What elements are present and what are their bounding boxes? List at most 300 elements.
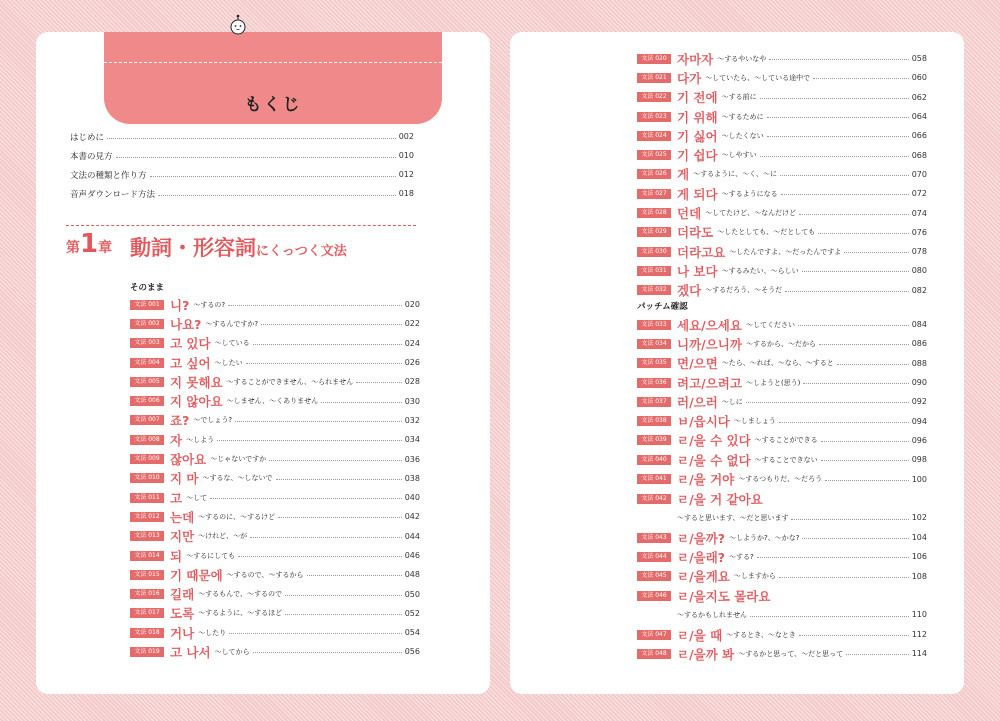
grammar-item[interactable] — [130, 469, 420, 488]
grammar-tag: 文法 028 — [637, 208, 671, 218]
korean-grammar: 도록 — [170, 606, 195, 622]
grammar-item[interactable] — [637, 644, 927, 663]
grammar-item[interactable] — [637, 165, 927, 184]
grammar-item-046[interactable] — [637, 586, 927, 625]
japanese-meaning: ～するのに、～するけど — [198, 512, 276, 521]
page-number: 086 — [911, 339, 927, 349]
grammar-item[interactable] — [130, 507, 420, 526]
page-number: 056 — [404, 647, 420, 657]
korean-grammar: 나 보다 — [677, 263, 718, 279]
japanese-meaning: ～して — [186, 493, 208, 502]
korean-grammar: 지만 — [170, 529, 195, 545]
grammar-item[interactable] — [130, 623, 420, 642]
japanese-meaning: ～しやすい — [721, 151, 757, 160]
dotted-leader — [802, 538, 908, 539]
grammar-item[interactable] — [637, 281, 927, 300]
grammar-tag: 文法 042 — [637, 494, 671, 504]
grammar-item[interactable] — [637, 625, 927, 644]
grammar-tag: 文法 012 — [130, 512, 164, 522]
grammar-tag: 文法 032 — [637, 285, 671, 295]
japanese-meaning: ～することできない — [754, 455, 818, 464]
korean-grammar: ㄹ/을 수 없다 — [677, 452, 751, 468]
page-number: 068 — [911, 150, 927, 160]
grammar-item[interactable] — [637, 261, 927, 280]
grammar-item[interactable] — [130, 488, 420, 507]
grammar-item[interactable] — [130, 353, 420, 372]
grammar-item-042[interactable] — [637, 489, 927, 528]
dotted-leader — [798, 325, 909, 326]
grammar-item[interactable] — [637, 567, 927, 586]
grammar-list-right-2 — [637, 315, 927, 489]
intro-row[interactable] — [70, 165, 414, 184]
intro-row[interactable] — [70, 146, 414, 165]
korean-grammar: ㄹ/을지도 몰라요 — [677, 588, 771, 604]
grammar-continuation — [637, 605, 927, 624]
chapter-number: 第1章 — [66, 229, 113, 259]
grammar-item[interactable] — [637, 223, 927, 242]
korean-grammar: ㄹ/을 거야 — [677, 472, 735, 488]
korean-grammar: 세요/으세요 — [677, 317, 742, 333]
grammar-tag: 文法 025 — [637, 150, 671, 160]
korean-grammar: 게 — [677, 167, 690, 183]
dotted-leader — [746, 402, 909, 403]
intro-row[interactable] — [70, 127, 414, 146]
grammar-list-right-3 — [637, 528, 927, 586]
korean-grammar: 겠다 — [677, 283, 702, 299]
grammar-tag: 文法 031 — [637, 266, 671, 276]
grammar-tag: 文法 040 — [637, 455, 671, 465]
korean-grammar: ㄹ/을까 봐 — [677, 646, 735, 662]
page-number: 104 — [911, 533, 927, 543]
grammar-tag: 文法 034 — [637, 339, 671, 349]
page-number: 046 — [404, 551, 420, 560]
grammar-row — [637, 489, 927, 508]
grammar-list-right-4 — [637, 625, 927, 664]
japanese-meaning: ～するようになる — [721, 189, 778, 198]
korean-grammar: 게 되다 — [677, 186, 718, 202]
korean-grammar: ㄹ/을까? — [677, 530, 726, 546]
page-number: 022 — [404, 319, 420, 329]
page-number: 078 — [911, 247, 927, 257]
page-number: 052 — [404, 608, 420, 618]
korean-grammar: 자 — [170, 432, 183, 448]
grammar-item[interactable] — [130, 372, 420, 391]
dotted-leader — [819, 344, 909, 345]
grammar-tag: 文法 023 — [637, 112, 671, 122]
japanese-meaning: ～するにしても — [186, 551, 236, 560]
grammar-tag: 文法 004 — [130, 358, 164, 368]
mascot-icon — [229, 14, 247, 34]
dotted-leader — [760, 156, 909, 157]
japanese-meaning: ～するように、～するほど — [198, 609, 283, 618]
page-number: 114 — [911, 649, 927, 659]
grammar-tag: 文法 037 — [637, 397, 671, 407]
grammar-item[interactable] — [130, 565, 420, 584]
grammar-item[interactable] — [637, 242, 927, 261]
grammar-tag: 文法 015 — [130, 570, 164, 580]
chapter-heading — [66, 225, 416, 259]
grammar-item[interactable] — [637, 373, 927, 392]
japanese-meaning: ～しようと(思う) — [745, 378, 801, 387]
grammar-tag: 文法 014 — [130, 551, 164, 561]
korean-grammar: ㄹ/을 때 — [677, 627, 723, 643]
dotted-leader — [846, 654, 909, 655]
grammar-item[interactable] — [130, 449, 420, 468]
grammar-tag: 文法 021 — [637, 73, 671, 83]
dotted-leader — [253, 652, 402, 653]
japanese-meaning: ～するために — [721, 112, 764, 121]
grammar-list-right-1 — [637, 49, 927, 300]
chapter-title: 動詞・形容詞にくっつく文法 — [130, 236, 347, 260]
intro-row[interactable] — [70, 184, 414, 203]
page-number: 108 — [911, 571, 927, 581]
grammar-continuation — [637, 508, 927, 527]
japanese-meaning: ～するつもりだ、～だろう — [738, 475, 823, 484]
grammar-item[interactable] — [130, 430, 420, 449]
grammar-item[interactable] — [130, 314, 420, 333]
grammar-tag: 文法 033 — [637, 320, 671, 330]
grammar-item[interactable] — [637, 145, 927, 164]
page-title: もくじ — [244, 95, 302, 115]
dotted-leader — [246, 363, 402, 364]
grammar-tag: 文法 005 — [130, 377, 164, 387]
dotted-leader — [228, 305, 402, 306]
grammar-tag: 文法 041 — [637, 474, 671, 484]
japanese-meaning: ～するんですか? — [205, 319, 259, 328]
korean-grammar: 더라도 — [677, 225, 714, 241]
grammar-item[interactable] — [637, 88, 927, 107]
korean-grammar: ㄹ/을 수 있다 — [677, 433, 751, 449]
dotted-leader — [767, 136, 909, 137]
japanese-meaning: ～することができる — [754, 436, 818, 445]
dotted-leader — [799, 214, 909, 215]
japanese-meaning: ～していたら、～している途中で — [705, 73, 811, 82]
grammar-item[interactable] — [130, 604, 420, 623]
japanese-meaning: ～したい — [214, 358, 243, 367]
dotted-leader — [269, 460, 401, 461]
japanese-meaning: ～する前に — [721, 93, 757, 102]
grammar-tag: 文法 013 — [130, 531, 164, 541]
page-number: 102 — [911, 513, 927, 523]
grammar-tag: 文法 038 — [637, 416, 671, 426]
japanese-meaning: ～したくない — [721, 131, 764, 140]
page-number: 030 — [404, 396, 420, 406]
japanese-meaning: ～けれど、～が — [198, 532, 248, 541]
page-number: 036 — [404, 454, 420, 464]
korean-grammar: 고 — [170, 490, 183, 506]
korean-grammar: 자마자 — [677, 51, 714, 67]
dotted-leader — [785, 291, 909, 292]
dotted-leader — [158, 195, 396, 196]
grammar-item[interactable] — [637, 68, 927, 87]
page-number: 070 — [911, 169, 927, 179]
title-tab — [104, 32, 442, 124]
grammar-item[interactable] — [637, 354, 927, 373]
page-number: 074 — [911, 208, 927, 218]
title-dash-line — [104, 62, 442, 63]
page-number: 106 — [911, 552, 927, 562]
page-number: 094 — [911, 416, 927, 426]
korean-grammar: 지 않아요 — [170, 394, 223, 410]
japanese-meaning: ～じゃないですか — [210, 455, 267, 464]
dotted-leader — [210, 498, 402, 499]
grammar-tag: 文法 045 — [637, 571, 671, 581]
dotted-leader — [750, 616, 909, 617]
page-number: 062 — [911, 92, 927, 102]
korean-grammar: 기 싫어 — [677, 128, 718, 144]
japanese-meaning: ～でしょう? — [193, 416, 233, 425]
grammar-tag: 文法 024 — [637, 131, 671, 141]
page-number: 048 — [404, 570, 420, 580]
page-number: 112 — [911, 630, 927, 640]
grammar-item[interactable] — [130, 527, 420, 546]
grammar-tag: 文法 046 — [637, 591, 671, 601]
japanese-meaning: ～しますから — [733, 572, 776, 581]
grammar-tag: 文法 017 — [130, 608, 164, 618]
japanese-meaning: ～するように、～く、～に — [693, 170, 777, 179]
korean-grammar: 더라고요 — [677, 244, 726, 260]
japanese-meaning: ～している — [214, 339, 250, 348]
page-number: 066 — [911, 131, 927, 141]
page-number: 044 — [404, 531, 420, 541]
dotted-leader — [837, 364, 909, 365]
korean-grammar: 거나 — [170, 625, 195, 641]
grammar-item[interactable] — [637, 126, 927, 145]
dotted-leader — [150, 176, 396, 177]
japanese-meaning: ～すると思います、～だと思います — [677, 513, 789, 522]
japanese-meaning: ～するから、～だから — [745, 339, 816, 348]
grammar-item[interactable] — [637, 315, 927, 334]
grammar-tag: 文法 022 — [637, 92, 671, 102]
korean-grammar: 다가 — [677, 70, 702, 86]
grammar-tag: 文法 019 — [130, 647, 164, 657]
korean-grammar: 기 위해 — [677, 109, 718, 125]
grammar-tag: 文法 002 — [130, 319, 164, 329]
page-number: 050 — [404, 589, 420, 599]
page-number: 040 — [404, 493, 420, 503]
japanese-meaning: ～するやいなや — [717, 54, 767, 63]
grammar-item[interactable] — [130, 584, 420, 603]
dotted-leader — [813, 78, 909, 79]
grammar-tag: 文法 044 — [637, 552, 671, 562]
grammar-tag: 文法 003 — [130, 338, 164, 348]
korean-grammar: 고 싶어 — [170, 355, 211, 371]
dotted-leader — [821, 460, 909, 461]
japanese-meaning: ～しません、～くありません — [226, 397, 319, 406]
grammar-list-left — [130, 295, 420, 662]
grammar-item[interactable] — [130, 642, 420, 661]
dotted-leader — [250, 537, 402, 538]
grammar-tag: 文法 027 — [637, 189, 671, 199]
page-number: 010 — [398, 151, 414, 160]
dotted-leader — [229, 633, 402, 634]
japanese-meaning: ～しようか?、～かな? — [729, 533, 800, 542]
japanese-meaning: ～するかと思って、～だと思って — [738, 649, 844, 658]
korean-grammar: 기 전에 — [677, 90, 718, 106]
grammar-item[interactable] — [637, 49, 927, 68]
japanese-meaning: ～することができません、～られません — [226, 377, 354, 386]
grammar-item[interactable] — [637, 469, 927, 488]
grammar-item[interactable] — [130, 411, 420, 430]
korean-grammar: ㅂ/읍시다 — [677, 414, 730, 430]
grammar-item[interactable] — [637, 184, 927, 203]
japanese-meaning: ～しに — [721, 397, 743, 406]
grammar-tag: 文法 036 — [637, 378, 671, 388]
grammar-row — [637, 586, 927, 605]
page-number: 002 — [398, 132, 414, 141]
grammar-item[interactable] — [637, 392, 927, 411]
page-number: 028 — [404, 377, 420, 387]
japanese-meaning: ～したり — [198, 628, 227, 637]
intro-list — [70, 127, 414, 203]
page-number: 034 — [404, 435, 420, 445]
page-number: 100 — [911, 474, 927, 484]
grammar-tag: 文法 048 — [637, 649, 671, 659]
korean-grammar: 길래 — [170, 587, 195, 603]
page-number: 084 — [911, 320, 927, 330]
korean-grammar: 니까/으니까 — [677, 336, 742, 352]
page-number: 026 — [404, 358, 420, 368]
japanese-meaning: ～するかもしれません — [677, 610, 747, 619]
page-number: 098 — [911, 455, 927, 465]
dotted-leader — [285, 614, 402, 615]
grammar-item[interactable] — [637, 450, 927, 469]
page-number: 096 — [911, 435, 927, 445]
grammar-tag: 文法 039 — [637, 435, 671, 445]
page-number: 080 — [911, 266, 927, 276]
grammar-item[interactable] — [637, 203, 927, 222]
korean-grammar: 되 — [170, 548, 183, 564]
grammar-tag: 文法 006 — [130, 396, 164, 406]
dotted-leader — [780, 175, 909, 176]
dotted-leader — [261, 324, 402, 325]
grammar-item[interactable] — [637, 547, 927, 566]
dotted-leader — [779, 422, 909, 423]
japanese-meaning: ～したんですよ、～だったんですよ — [729, 247, 842, 256]
korean-grammar: 는데 — [170, 509, 195, 525]
dotted-leader — [321, 402, 402, 403]
japanese-meaning: ～たら、～れば、～なら、～すると — [721, 359, 834, 368]
dotted-leader — [107, 138, 396, 139]
page-number: 020 — [404, 300, 420, 310]
page-number: 076 — [911, 227, 927, 237]
dotted-leader — [307, 575, 402, 576]
dotted-leader — [356, 382, 402, 383]
korean-grammar: 러/으러 — [677, 394, 718, 410]
dotted-leader — [844, 252, 908, 253]
section-label: そのまま — [130, 283, 165, 293]
grammar-tag: 文法 020 — [637, 54, 671, 64]
dotted-leader — [799, 635, 909, 636]
dotted-leader — [803, 383, 908, 384]
grammar-tag: 文法 001 — [130, 300, 164, 310]
dotted-leader — [116, 157, 396, 158]
grammar-tag: 文法 007 — [130, 415, 164, 425]
korean-grammar: 기 쉽다 — [677, 148, 718, 164]
grammar-tag: 文法 026 — [637, 169, 671, 179]
japanese-meaning: ～しよう — [186, 435, 215, 444]
korean-grammar: 기 때문에 — [170, 567, 223, 583]
grammar-item[interactable] — [637, 334, 927, 353]
korean-grammar: 고 나서 — [170, 644, 211, 660]
dotted-leader — [760, 98, 909, 99]
grammar-item[interactable] — [130, 295, 420, 314]
dotted-leader — [238, 556, 402, 557]
korean-grammar: 죠? — [170, 413, 190, 429]
dotted-leader — [769, 59, 908, 60]
korean-grammar: ㄹ/을래? — [677, 549, 726, 565]
dotted-leader — [276, 479, 402, 480]
grammar-item[interactable] — [637, 431, 927, 450]
japanese-meaning: ～するとき、～なとき — [726, 630, 796, 639]
dotted-leader — [253, 344, 402, 345]
japanese-meaning: ～してから — [214, 647, 250, 656]
dotted-leader — [825, 480, 909, 481]
grammar-item[interactable] — [130, 334, 420, 353]
grammar-tag: 文法 035 — [637, 358, 671, 368]
korean-grammar: 고 있다 — [170, 336, 211, 352]
left-page — [36, 32, 490, 694]
grammar-tag: 文法 047 — [637, 630, 671, 640]
korean-grammar: 던데 — [677, 206, 702, 222]
dotted-leader — [802, 271, 909, 272]
page-number: 088 — [911, 358, 927, 368]
dotted-leader — [818, 233, 908, 234]
page-number: 038 — [404, 473, 420, 483]
grammar-tag: 文法 018 — [130, 628, 164, 638]
dotted-leader — [767, 117, 909, 118]
page-number: 012 — [398, 170, 414, 179]
section-label: パッチム確認 — [637, 302, 688, 312]
dotted-leader — [821, 441, 909, 442]
grammar-tag: 文法 030 — [637, 247, 671, 257]
dotted-leader — [235, 421, 402, 422]
page-number: 082 — [911, 285, 927, 295]
korean-grammar: 지 마 — [170, 471, 199, 487]
page-number: 018 — [398, 189, 414, 198]
grammar-item[interactable] — [637, 411, 927, 430]
grammar-item[interactable] — [637, 528, 927, 547]
korean-grammar: ㄹ/을게요 — [677, 569, 730, 585]
dotted-leader — [285, 595, 402, 596]
page-number: 024 — [404, 338, 420, 348]
page-number: 060 — [911, 73, 927, 83]
grammar-item[interactable] — [130, 546, 420, 565]
grammar-tag: 文法 016 — [130, 589, 164, 599]
grammar-item[interactable] — [130, 391, 420, 410]
korean-grammar: 면/으면 — [677, 356, 718, 372]
chapter-dash-line — [66, 225, 416, 226]
japanese-meaning: ～するみたい、～らしい — [721, 266, 799, 275]
japanese-meaning: ～してたけど、～なんだけど — [705, 209, 797, 218]
korean-grammar: 지 못해요 — [170, 374, 223, 390]
intro-label: 音声ダウンロード方法 — [70, 189, 156, 200]
japanese-meaning: ～しましょう — [733, 417, 776, 426]
korean-grammar: 려고/으려고 — [677, 375, 742, 391]
page-number: 042 — [404, 512, 420, 522]
page-number: 092 — [911, 397, 927, 407]
right-page — [510, 32, 964, 694]
page-number: 054 — [404, 628, 420, 638]
page-number: 110 — [911, 610, 927, 620]
japanese-meaning: ～するもんで、～するので — [198, 590, 283, 599]
dotted-leader — [217, 440, 402, 441]
grammar-tag: 文法 010 — [130, 473, 164, 483]
grammar-item[interactable] — [637, 107, 927, 126]
intro-label: 本書の見方 — [70, 151, 113, 162]
intro-label: 文法の種類と作り方 — [70, 170, 147, 181]
dotted-leader — [757, 557, 909, 558]
